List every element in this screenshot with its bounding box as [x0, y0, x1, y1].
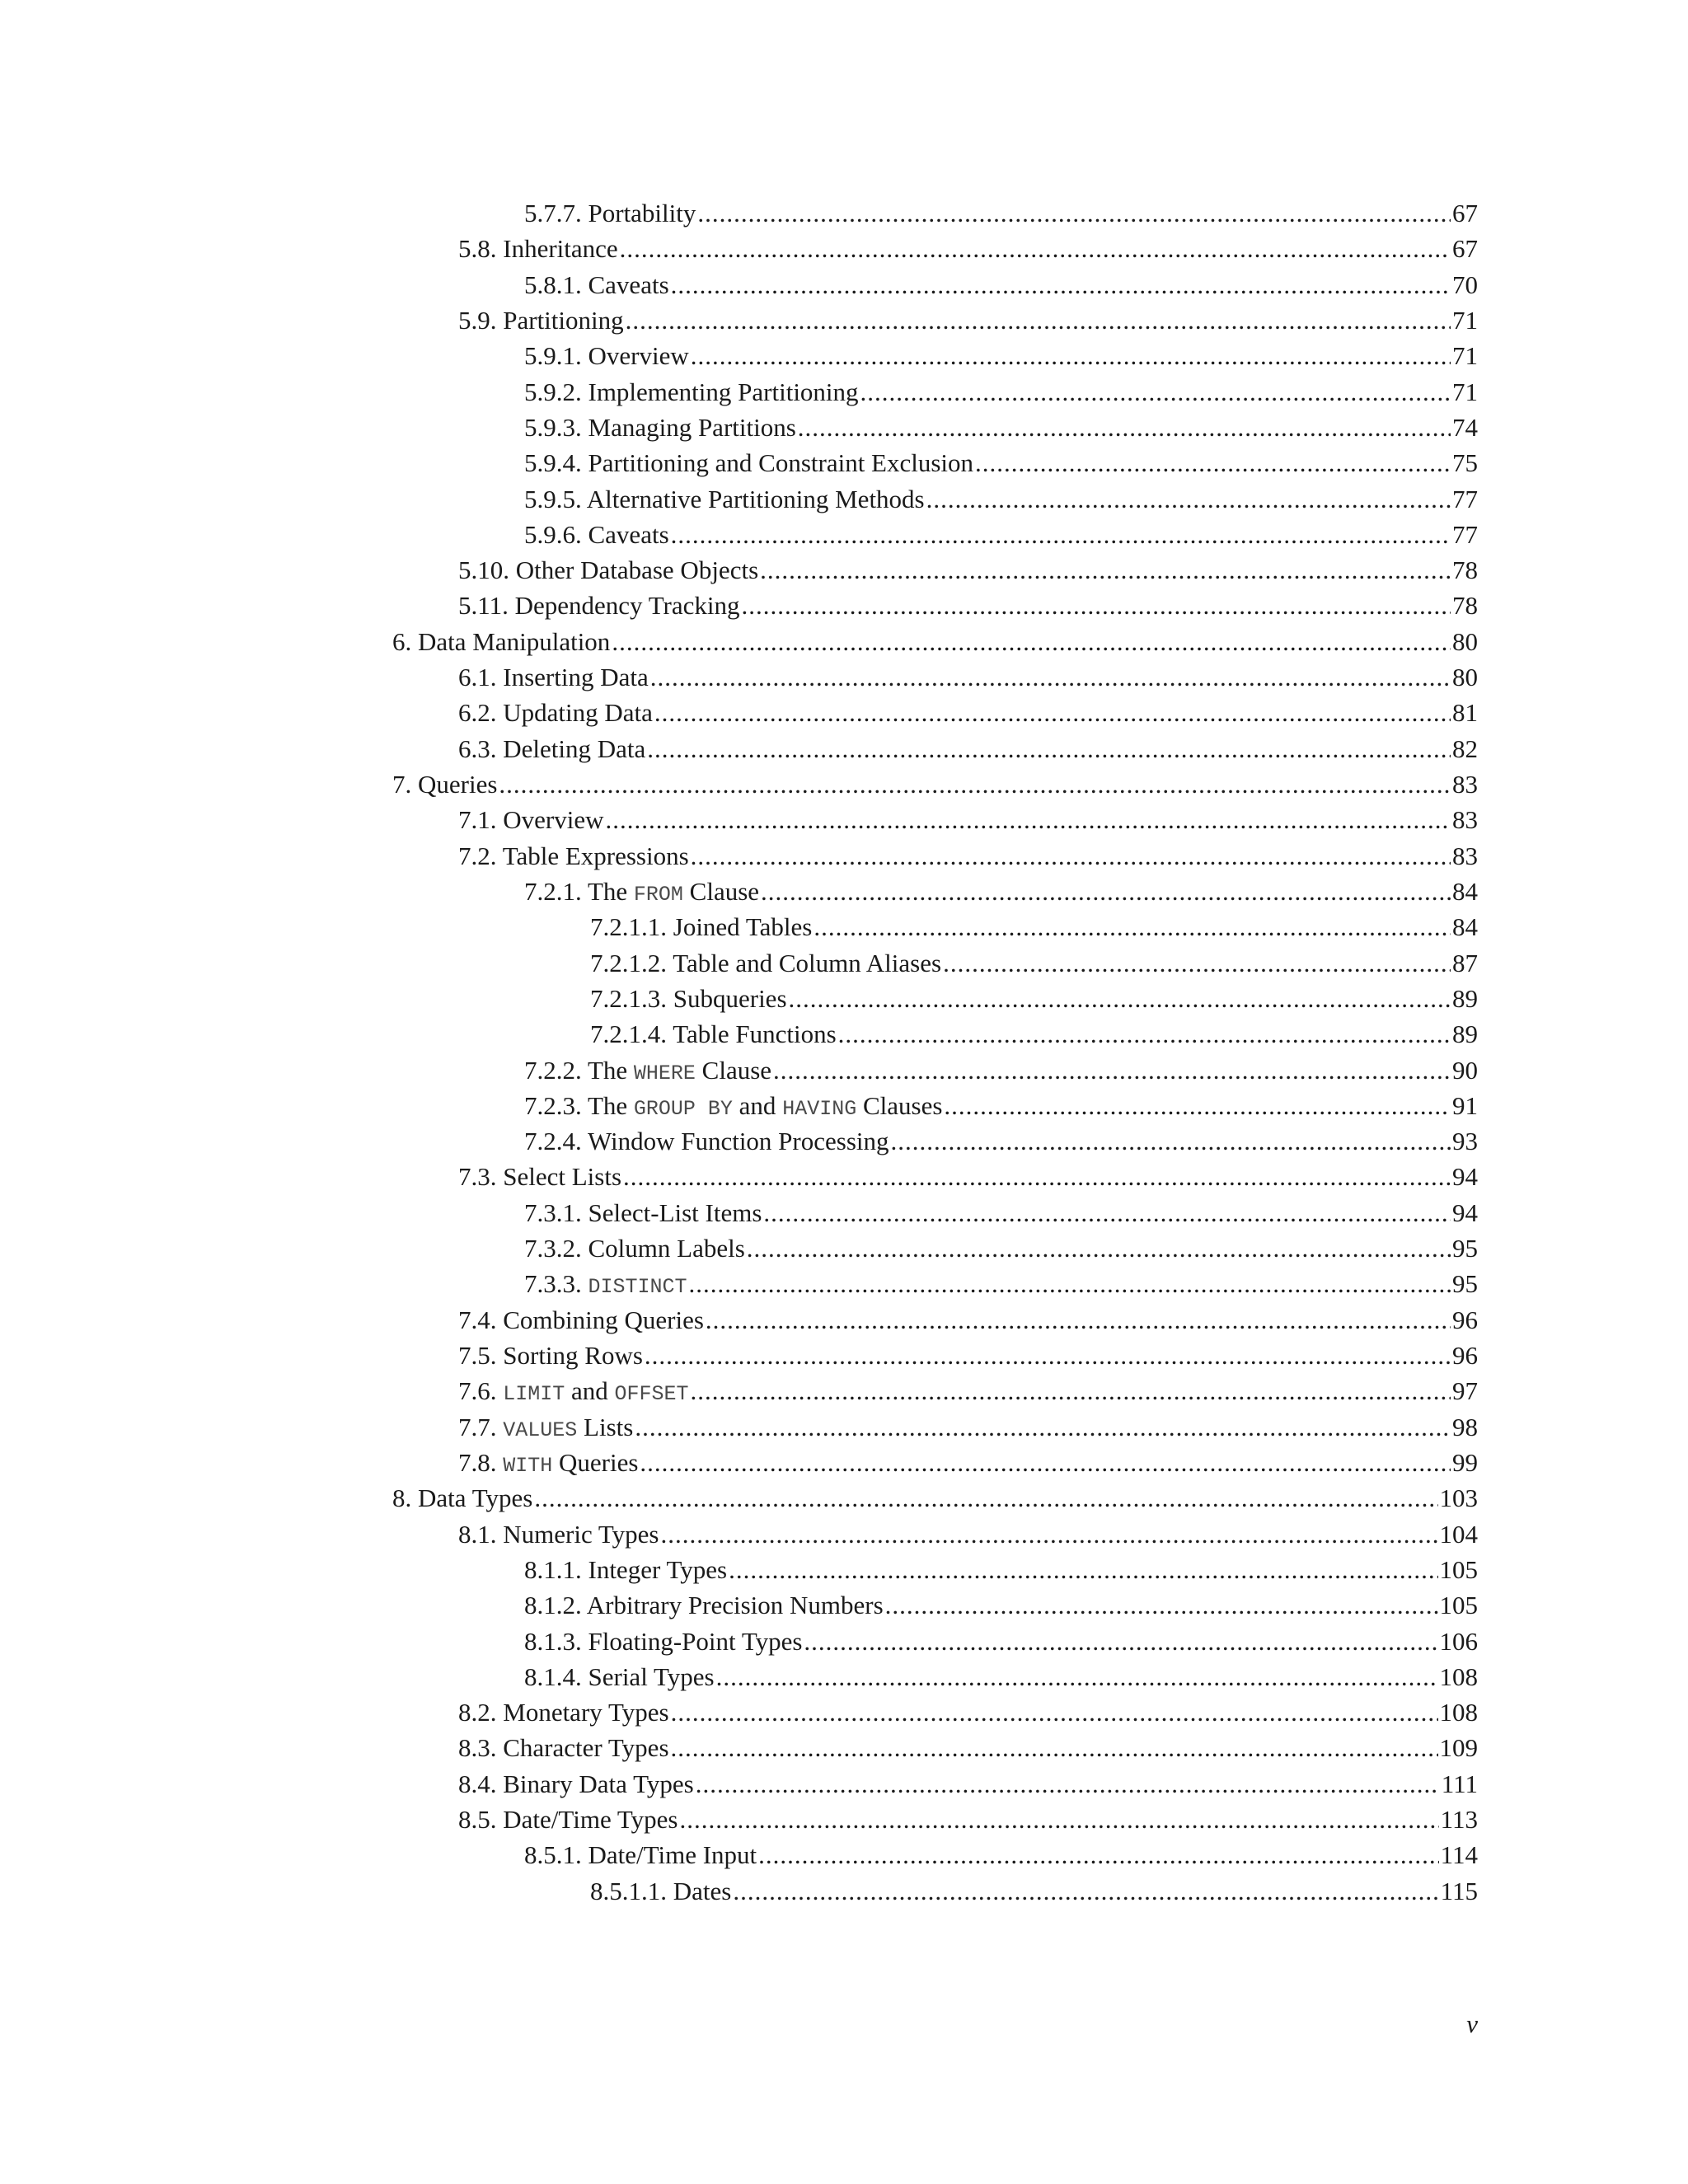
toc-entry[interactable] [392, 1873, 1478, 1909]
toc-entry-text: 6.3. Deleting Data [458, 733, 646, 763]
toc-entry-page: 98 [1452, 1412, 1478, 1441]
toc-entry-title [392, 1480, 532, 1516]
toc-entry-page: 67 [1452, 199, 1478, 227]
toc-entry-title [524, 1837, 757, 1872]
dot-leader [814, 909, 1451, 944]
dot-leader [650, 659, 1451, 695]
toc-entry-page: 111 [1441, 1769, 1478, 1798]
toc-entry-title [458, 231, 618, 266]
dot-leader [671, 517, 1451, 552]
toc-entry-text: Queries [552, 1447, 639, 1477]
toc-entry-title [458, 1409, 633, 1448]
toc-entry-page: 81 [1452, 698, 1478, 728]
toc-entry-page: 105 [1439, 1591, 1478, 1620]
dot-leader [760, 552, 1451, 588]
toc-entry-code: FROM [633, 882, 683, 907]
toc-entry[interactable] [392, 410, 1478, 445]
toc-entry-title [524, 267, 669, 302]
toc-entry-text: 7.2. Table Expressions [458, 841, 689, 870]
toc-entry-page: 80 [1452, 663, 1478, 692]
toc-entry-page: 77 [1452, 484, 1478, 513]
toc-entry-text: 7.5. Sorting Rows [458, 1341, 643, 1370]
toc-entry-text: Clause [682, 876, 760, 906]
toc-entry-page: 106 [1439, 1626, 1478, 1656]
toc-entry[interactable] [392, 1088, 1478, 1123]
dot-leader [671, 1694, 1438, 1730]
toc-entry-text: 8.2. Monetary Types [458, 1698, 669, 1727]
toc-entry[interactable] [392, 1694, 1478, 1730]
toc-entry-title [458, 802, 603, 837]
toc-entry-title [458, 659, 649, 695]
toc-entry-text: 7.2.1. The [524, 876, 634, 906]
toc-entry[interactable] [392, 588, 1478, 623]
toc-entry[interactable] [392, 695, 1478, 730]
toc-entry-title [458, 695, 653, 730]
toc-entry-text: 7.2.1.4. Table Functions [590, 1019, 837, 1049]
toc-entry-title [524, 1659, 715, 1694]
toc-entry-text: 7.1. Overview [458, 805, 604, 835]
toc-entry[interactable] [392, 1587, 1478, 1623]
toc-entry[interactable] [392, 838, 1478, 874]
toc-entry-page: 90 [1452, 1055, 1478, 1085]
toc-entry-text: 8.3. Character Types [458, 1733, 669, 1763]
toc-entry[interactable] [392, 624, 1478, 659]
toc-entry-code: OFFSET [614, 1382, 689, 1407]
toc-entry-text: 7.2.1.1. Joined Tables [590, 912, 813, 942]
toc-entry-title [524, 338, 689, 373]
toc-entry-text: 7.7. [458, 1412, 504, 1441]
toc-entry[interactable] [392, 731, 1478, 766]
toc-entry-title [458, 1766, 694, 1802]
dot-leader [612, 624, 1451, 659]
dot-leader [716, 1659, 1438, 1694]
toc-entry-text: 5.8.1. Caveats [524, 269, 669, 299]
toc-entry-page: 80 [1452, 626, 1478, 656]
toc-entry-page: 82 [1452, 733, 1478, 763]
dot-leader [763, 1195, 1451, 1230]
toc-entry-page: 78 [1452, 555, 1478, 585]
toc-entry-text: 8.1.1. Integer Types [524, 1554, 728, 1584]
toc-entry[interactable] [392, 1659, 1478, 1694]
toc-entry-page: 83 [1452, 805, 1478, 835]
toc-entry-title [524, 1052, 771, 1091]
dot-leader [773, 1052, 1451, 1088]
toc-entry-title [524, 874, 759, 912]
toc-entry-text: 7.2.2. The [524, 1055, 634, 1085]
toc-entry[interactable] [392, 1802, 1478, 1837]
toc-entry-page: 91 [1452, 1090, 1478, 1120]
toc-entry-page: 83 [1452, 841, 1478, 870]
toc-entry-page: 97 [1452, 1376, 1478, 1406]
dot-leader [620, 231, 1451, 266]
toc-entry[interactable] [392, 231, 1478, 266]
toc-entry-title [392, 766, 497, 802]
toc-entry-page: 105 [1439, 1554, 1478, 1584]
toc-entry-text: Clauses [856, 1090, 943, 1120]
toc-entry[interactable] [392, 1123, 1478, 1159]
toc-entry-text: 8.1. Numeric Types [458, 1519, 659, 1549]
dot-leader [680, 1802, 1439, 1837]
dot-leader [623, 1159, 1451, 1194]
toc-entry-text: 5.9.4. Partitioning and Constraint Exclusion [524, 448, 974, 478]
toc-entry[interactable] [392, 1302, 1478, 1338]
dot-leader [671, 267, 1451, 302]
toc-entry[interactable] [392, 1480, 1478, 1516]
dot-leader [647, 731, 1451, 766]
toc-entry-text: 7.3. Select Lists [458, 1162, 622, 1192]
toc-entry-text: 7.3.3. [524, 1269, 588, 1299]
dot-leader [944, 1088, 1451, 1123]
toc-entry-title [458, 1373, 689, 1412]
toc-entry-title [590, 1873, 731, 1909]
dot-leader [761, 874, 1451, 909]
toc-entry[interactable] [392, 1052, 1478, 1088]
toc-entry-text: 6. Data Manipulation [392, 626, 611, 656]
toc-entry-page: 108 [1439, 1661, 1478, 1691]
toc-entry-text: 5.7.7. Portability [524, 199, 696, 227]
dot-leader [635, 1409, 1451, 1445]
toc-entry-text: 7.2.3. The [524, 1090, 634, 1120]
toc-entry-text: 5.9.1. Overview [524, 341, 689, 371]
toc-entry[interactable] [392, 909, 1478, 944]
toc-entry[interactable] [392, 659, 1478, 695]
dot-leader [654, 695, 1451, 730]
toc-entry-page: 93 [1452, 1127, 1478, 1156]
toc-entry[interactable] [392, 1373, 1478, 1408]
toc-entry-page: 71 [1452, 377, 1478, 406]
toc-entry[interactable] [392, 1624, 1478, 1659]
dot-leader [758, 1837, 1438, 1872]
dot-leader [838, 1016, 1451, 1052]
dot-leader [689, 1266, 1451, 1301]
toc-entry-title [458, 1159, 621, 1194]
toc-entry-page: 89 [1452, 1019, 1478, 1049]
toc-entry-page: 113 [1440, 1805, 1478, 1835]
toc-entry[interactable] [392, 1409, 1478, 1445]
dot-leader [691, 338, 1451, 373]
toc-entry-page: 94 [1452, 1162, 1478, 1192]
toc-entry-page: 87 [1452, 948, 1478, 977]
toc-entry[interactable] [392, 1516, 1478, 1552]
toc-entry-title [524, 445, 973, 480]
toc-entry-title [524, 195, 696, 231]
toc-entry-page: 70 [1452, 269, 1478, 299]
toc-entry[interactable] [392, 195, 1478, 231]
toc-entry-title [524, 1088, 942, 1127]
toc-entry-title [392, 624, 610, 659]
toc-entry-page: 108 [1439, 1698, 1478, 1727]
dot-leader [860, 374, 1451, 410]
toc-entry-title [458, 1730, 669, 1765]
dot-leader [626, 302, 1451, 338]
dot-leader [789, 981, 1451, 1016]
toc-entry-title [524, 1552, 727, 1587]
toc-entry-page: 94 [1452, 1197, 1478, 1227]
toc-entry-code: DISTINCT [588, 1275, 687, 1300]
toc-entry-code: VALUES [503, 1418, 578, 1442]
dot-leader [729, 1552, 1437, 1587]
toc-entry-title [590, 945, 941, 981]
toc-entry-page: 67 [1452, 234, 1478, 264]
dot-leader [926, 481, 1451, 517]
toc-entry[interactable] [392, 802, 1478, 837]
toc-entry-page: 109 [1439, 1733, 1478, 1763]
toc-entry-text: 5.11. Dependency Tracking [458, 591, 740, 621]
toc-entry-text: 6.2. Updating Data [458, 698, 653, 728]
toc-entry[interactable] [392, 1730, 1478, 1765]
toc-entry-text: 8.1.3. Floating-Point Types [524, 1626, 803, 1656]
toc-entry-page: 103 [1439, 1483, 1478, 1513]
toc-entry-page: 74 [1452, 412, 1478, 442]
toc-entry-code: WITH [503, 1453, 553, 1478]
toc-entry-page: 71 [1452, 305, 1478, 335]
dot-leader [885, 1587, 1438, 1623]
dot-leader [499, 766, 1451, 802]
toc-entry-code: WHERE [633, 1061, 696, 1085]
toc-entry-text: 5.9.3. Managing Partitions [524, 412, 796, 442]
toc-entry-page: 84 [1452, 912, 1478, 942]
toc-entry-title [590, 909, 812, 944]
dot-leader [697, 195, 1451, 231]
toc-entry[interactable] [392, 338, 1478, 373]
toc-entry-text: 5.9.2. Implementing Partitioning [524, 377, 859, 406]
toc-entry[interactable] [392, 1837, 1478, 1872]
table-of-contents [392, 195, 1478, 1909]
toc-entry-title [590, 981, 787, 1016]
toc-entry[interactable] [392, 766, 1478, 802]
dot-leader [733, 1873, 1438, 1909]
toc-entry-title [524, 1624, 802, 1659]
toc-entry-page: 104 [1439, 1519, 1478, 1549]
toc-entry-title [524, 1230, 745, 1266]
dot-leader [943, 945, 1451, 981]
toc-entry-title [458, 1694, 669, 1730]
toc-entry[interactable] [392, 374, 1478, 410]
toc-entry-page: 99 [1452, 1447, 1478, 1477]
toc-entry[interactable] [392, 302, 1478, 338]
toc-entry-code: GROUP BY [633, 1096, 733, 1121]
dot-leader [975, 445, 1451, 480]
toc-entry-text: 8.5.1. Date/Time Input [524, 1840, 757, 1870]
toc-entry-text: and [565, 1376, 615, 1406]
dot-leader [534, 1480, 1437, 1516]
toc-entry-title [458, 838, 689, 874]
dot-leader [804, 1624, 1437, 1659]
toc-entry-title [524, 1587, 884, 1623]
toc-entry[interactable] [392, 481, 1478, 517]
dot-leader [696, 1766, 1440, 1802]
dot-leader [747, 1230, 1451, 1266]
toc-entry-text: 7.4. Combining Queries [458, 1305, 704, 1334]
dot-leader [645, 1338, 1451, 1373]
toc-entry[interactable] [392, 1266, 1478, 1301]
toc-entry-text: 8.1.4. Serial Types [524, 1661, 715, 1691]
toc-entry-page: 115 [1440, 1876, 1478, 1905]
toc-entry-text: 8.4. Binary Data Types [458, 1769, 694, 1798]
toc-entry-text: 7.2.1.3. Subqueries [590, 983, 787, 1013]
toc-entry-title [458, 588, 740, 623]
toc-entry-text: 7.3.1. Select-List Items [524, 1197, 762, 1227]
toc-entry-text: and [732, 1090, 783, 1120]
dot-leader [798, 410, 1451, 445]
toc-entry-title [458, 1802, 678, 1837]
toc-entry-text: 8.1.2. Arbitrary Precision Numbers [524, 1591, 884, 1620]
toc-entry[interactable] [392, 874, 1478, 909]
toc-entry-page: 114 [1440, 1840, 1478, 1870]
toc-entry-text: 5.10. Other Database Objects [458, 555, 759, 585]
toc-entry[interactable] [392, 1016, 1478, 1052]
toc-entry-title [524, 410, 796, 445]
toc-entry-text: 7.2.4. Window Function Processing [524, 1127, 889, 1156]
dot-leader [691, 1373, 1451, 1408]
toc-entry-text: 7.3.2. Column Labels [524, 1234, 745, 1263]
toc-entry-title [458, 552, 758, 588]
toc-entry-page: 77 [1452, 519, 1478, 549]
toc-entry-text: 7.2.1.2. Table and Column Aliases [590, 948, 942, 977]
toc-entry-text: 8.5.1.1. Dates [590, 1876, 732, 1905]
toc-entry[interactable] [392, 552, 1478, 588]
toc-entry-title [458, 1338, 643, 1373]
toc-entry[interactable] [392, 1338, 1478, 1373]
toc-entry-page: 83 [1452, 770, 1478, 799]
toc-entry[interactable] [392, 1230, 1478, 1266]
toc-entry-text: 6.1. Inserting Data [458, 663, 649, 692]
toc-entry-page: 78 [1452, 591, 1478, 621]
toc-entry[interactable] [392, 267, 1478, 302]
dot-leader [605, 802, 1451, 837]
toc-entry-title [524, 517, 669, 552]
toc-entry-text: 8.5. Date/Time Types [458, 1805, 678, 1835]
toc-entry[interactable] [392, 1766, 1478, 1802]
toc-entry[interactable] [392, 1552, 1478, 1587]
toc-entry-text: 5.8. Inheritance [458, 234, 618, 264]
dot-leader [742, 588, 1451, 623]
toc-entry-text: 8. Data Types [392, 1483, 533, 1513]
toc-entry-text: Lists [577, 1412, 634, 1441]
toc-entry[interactable] [392, 445, 1478, 480]
toc-entry-text: 5.9. Partitioning [458, 305, 624, 335]
toc-entry-text: 7.6. [458, 1376, 504, 1406]
toc-entry-title [458, 1445, 638, 1483]
toc-entry-title [524, 1123, 889, 1159]
dot-leader [706, 1302, 1451, 1338]
toc-entry-title [458, 1516, 659, 1552]
toc-entry-page: 84 [1452, 876, 1478, 906]
toc-entry[interactable] [392, 1159, 1478, 1194]
toc-entry-text: 5.9.6. Caveats [524, 519, 669, 549]
toc-entry-code: HAVING [782, 1096, 857, 1121]
toc-entry-code: LIMIT [503, 1382, 565, 1407]
page-number-folio: v [1466, 2009, 1478, 2038]
toc-entry-page: 75 [1452, 448, 1478, 478]
toc-entry-page: 95 [1452, 1234, 1478, 1263]
toc-entry-page: 71 [1452, 341, 1478, 371]
toc-entry-title [590, 1016, 837, 1052]
toc-entry-title [458, 1302, 704, 1338]
toc-entry[interactable] [392, 517, 1478, 552]
dot-leader [671, 1730, 1438, 1765]
toc-entry-title [524, 1195, 762, 1230]
toc-entry-page: 96 [1452, 1305, 1478, 1334]
dot-leader [640, 1445, 1451, 1480]
toc-entry-text: 5.9.5. Alternative Partitioning Methods [524, 484, 925, 513]
toc-entry[interactable] [392, 1445, 1478, 1480]
toc-entry-title [458, 731, 645, 766]
dot-leader [661, 1516, 1438, 1552]
toc-entry[interactable] [392, 981, 1478, 1016]
toc-entry-text: 7.8. [458, 1447, 504, 1477]
toc-entry-text: Clause [695, 1055, 772, 1085]
toc-entry-title [524, 1266, 687, 1305]
toc-entry-text: 7. Queries [392, 770, 498, 799]
dot-leader [691, 838, 1451, 874]
toc-entry-title [458, 302, 624, 338]
dot-leader [891, 1123, 1451, 1159]
toc-entry-page: 89 [1452, 983, 1478, 1013]
toc-entry-page: 96 [1452, 1341, 1478, 1370]
toc-entry[interactable] [392, 945, 1478, 981]
toc-entry-title [524, 374, 859, 410]
toc-entry-title [524, 481, 925, 517]
toc-entry[interactable] [392, 1195, 1478, 1230]
toc-entry-page: 95 [1452, 1269, 1478, 1299]
